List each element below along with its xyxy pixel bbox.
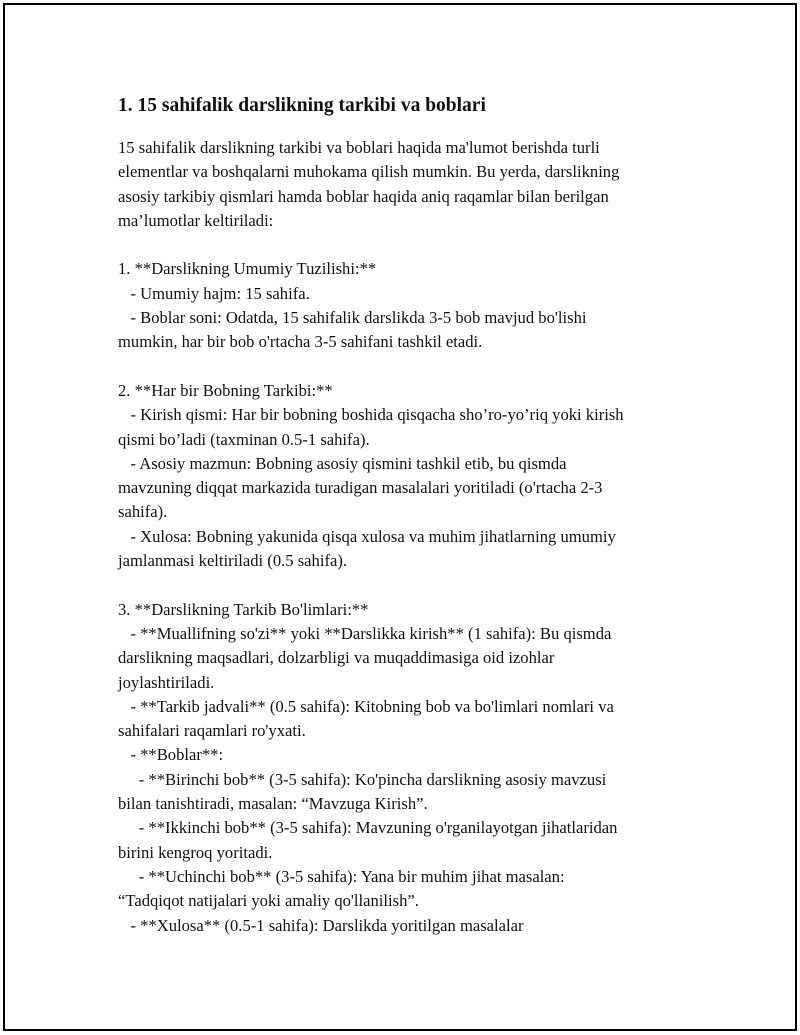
text-line: bilan tanishtiradi, masalan: “Mavzuga Kirish”.: [118, 794, 428, 814]
text-line: - **Xulosa** (0.5-1 sahifa): Darslikda yoritilgan masalalar: [118, 915, 524, 935]
text-line: - **Tarkib jadvali** (0.5 sahifa): Kitobning bob va bo'limlari nomlari va: [118, 696, 614, 716]
text-line: elementlar va boshqalarni muhokama qilish mumkin. Bu yerda, darslikning: [118, 162, 620, 182]
text-line: - Boblar soni: Odatda, 15 sahifalik darslikda 3-5 bob mavjud bo'lishi: [118, 308, 587, 328]
text-line: ma’lumotlar keltiriladi:: [118, 210, 274, 230]
text-line: qismi bo’ladi (taxminan 0.5-1 sahifa).: [118, 429, 370, 449]
text-line: 1. **Darslikning Umumiy Tuzilishi:**: [118, 259, 377, 279]
text-line: “Tadqiqot natijalari yoki amaliy qo'llanilish”.: [118, 891, 419, 911]
text-line: 15 sahifalik darslikning tarkibi va boblari haqida ma'lumot berishda turli: [118, 138, 600, 157]
text-line: - **Muallifning so'zi** yoki **Darslikka kirish** (1 sahifa): Bu qismda: [118, 623, 612, 643]
text-line: - **Boblar**:: [118, 745, 224, 765]
text-line: - **Ikkinchi bob** (3-5 sahifa): Mavzuning o'rganilayotgan jihatlaridan: [118, 818, 618, 838]
text-line: - Umumiy hajm: 15 sahifa.: [118, 283, 310, 303]
blank-line: [118, 355, 698, 379]
text-line: mumkin, har bir bob o'rtacha 3-5 sahifani tashkil etadi.: [118, 332, 483, 352]
text-line: sahifa).: [118, 502, 168, 522]
blank-line: [118, 233, 698, 257]
text-line: - Asosiy mazmun: Bobning asosiy qismini tashkil etib, bu qismda: [118, 453, 567, 473]
body-text: [118, 136, 698, 938]
text-line: joylashtiriladi.: [118, 672, 215, 692]
text-line: jamlanmasi keltiriladi (0.5 sahifa).: [118, 551, 348, 571]
text-line: 3. **Darslikning Tarkib Bo'limlari:**: [118, 599, 369, 619]
text-line: - **Uchinchi bob** (3-5 sahifa): Yana bir muhim jihat masalan:: [118, 866, 565, 886]
text-line: asosiy tarkibiy qismlari hamda boblar haqida aniq raqamlar bilan berilgan: [118, 186, 609, 206]
text-line: sahifalari raqamlari ro'yxati.: [118, 721, 306, 741]
document-body: [118, 94, 698, 938]
section-heading: 1. 15 sahifalik darslikning tarkibi va boblari: [118, 95, 486, 116]
text-line: - **Birinchi bob** (3-5 sahifa): Ko'pincha darslikning asosiy mavzusi: [118, 769, 607, 789]
blank-line: [118, 573, 698, 597]
text-line: darslikning maqsadlari, dolzarbligi va muqaddimasiga oid izohlar: [118, 648, 555, 668]
text-line: - Kirish qismi: Har bir bobning boshida qisqacha sho’ro-yo’riq yoki kirish: [118, 405, 624, 425]
text-line: 2. **Har bir Bobning Tarkibi:**: [118, 380, 333, 400]
text-line: - Xulosa: Bobning yakunida qisqa xulosa va muhim jihatlarning umumiy: [118, 526, 616, 546]
text-line: birini kengroq yoritadi.: [118, 842, 273, 862]
text-line: mavzuning diqqat markazida turadigan masalalari yoritiladi (o'rtacha 2-3: [118, 478, 603, 498]
